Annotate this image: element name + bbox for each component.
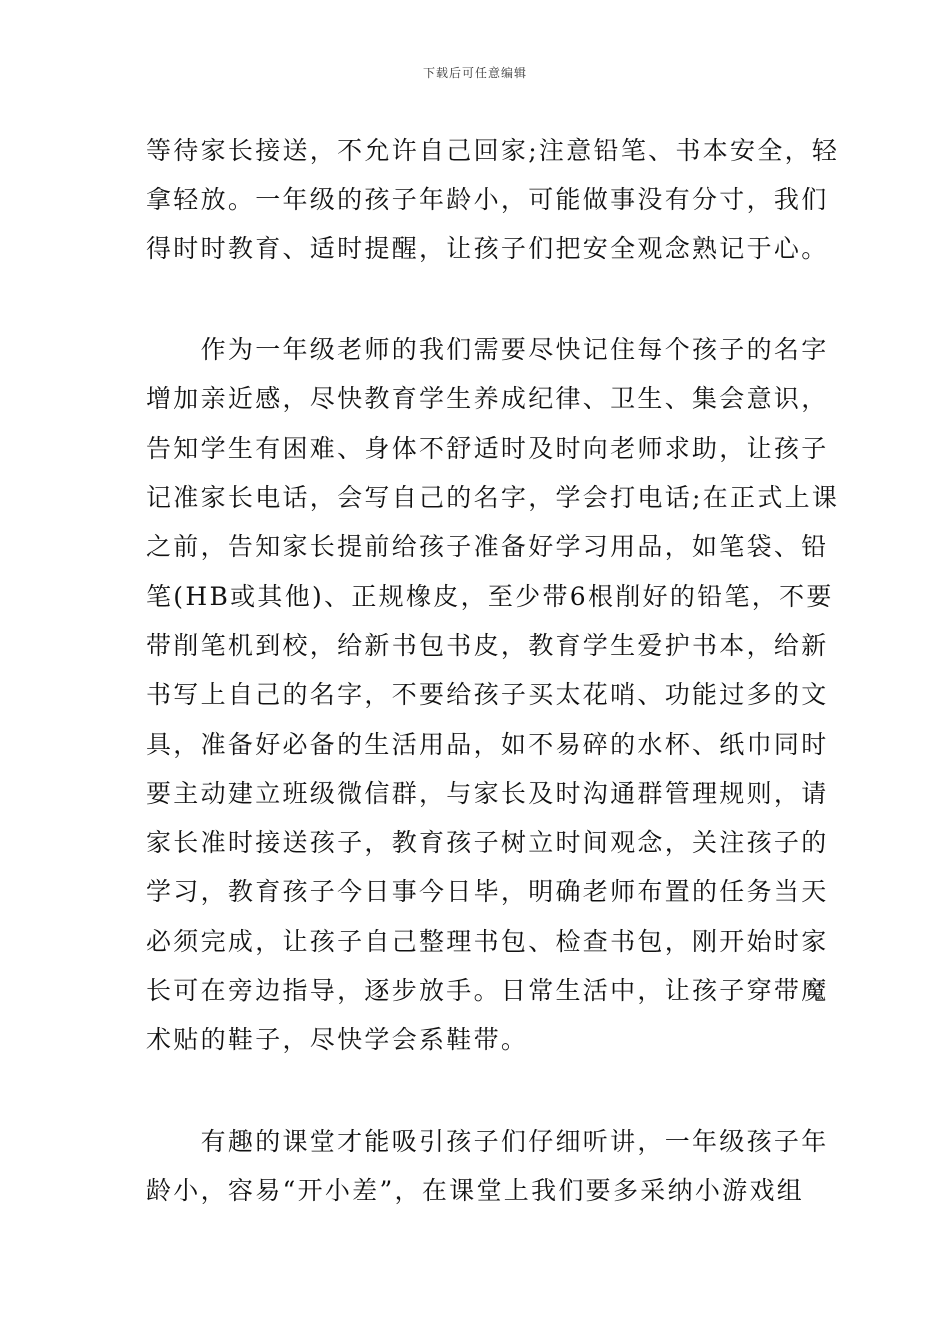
paragraph-line: 之前，告知家长提前给孩子准备好学习用品，如笔袋、铅 <box>146 532 829 561</box>
paragraph-line: 书写上自己的名字，不要给孩子买太花哨、功能过多的文 <box>146 680 829 709</box>
paragraph-line: 增加亲近感，尽快教育学生养成纪律、卫生、集会意识， <box>146 384 829 413</box>
page-header: 下载后可任意编辑 <box>422 66 527 80</box>
paragraph-line: 家长准时接送孩子，教育孩子树立时间观念，关注孩子的 <box>146 828 829 857</box>
paragraph-line: 告知学生有困难、身体不舒适时及时向老师求助，让孩子 <box>146 434 829 463</box>
paragraph-line: 长可在旁边指导，逐步放手。日常生活中，让孩子穿带魔 <box>146 976 829 1005</box>
paragraph-line: 作为一年级老师的我们需要尽快记住每个孩子的名字 <box>146 335 829 364</box>
paragraph-line: 等待家长接送，不允许自己回家;注意铅笔、书本安全，轻 <box>146 136 840 165</box>
paragraph-line: 笔(HB或其他)、正规橡皮，至少带6根削好的铅笔，不要 <box>146 582 834 611</box>
paragraph-line: 记准家长电话，会写自己的名字，学会打电话;在正式上课 <box>146 483 840 512</box>
paragraph-line: 必须完成，让孩子自己整理书包、检查书包，刚开始时家 <box>146 927 829 956</box>
paragraph-line: 有趣的课堂才能吸引孩子们仔细听讲，一年级孩子年 <box>146 1127 829 1156</box>
paragraph-line: 术贴的鞋子，尽快学会系鞋带。 <box>146 1025 529 1054</box>
paragraph-line: 得时时教育、适时提醒，让孩子们把安全观念熟记于心。 <box>146 234 829 263</box>
paragraph-line: 要主动建立班级微信群，与家长及时沟通群管理规则，请 <box>146 779 829 808</box>
paragraph-line: 龄小，容易“开小差”，在课堂上我们要多采纳小游戏组 <box>146 1176 805 1205</box>
paragraph-line: 具，准备好必备的生活用品，如不易碎的水杯、纸巾同时 <box>146 730 829 759</box>
paragraph-line: 拿轻放。一年级的孩子年龄小，可能做事没有分寸，我们 <box>146 185 829 214</box>
paragraph-line: 学习，教育孩子今日事今日毕，明确老师布置的任务当天 <box>146 877 829 906</box>
paragraph-line: 带削笔机到校，给新书包书皮，教育学生爱护书本，给新 <box>146 631 829 660</box>
